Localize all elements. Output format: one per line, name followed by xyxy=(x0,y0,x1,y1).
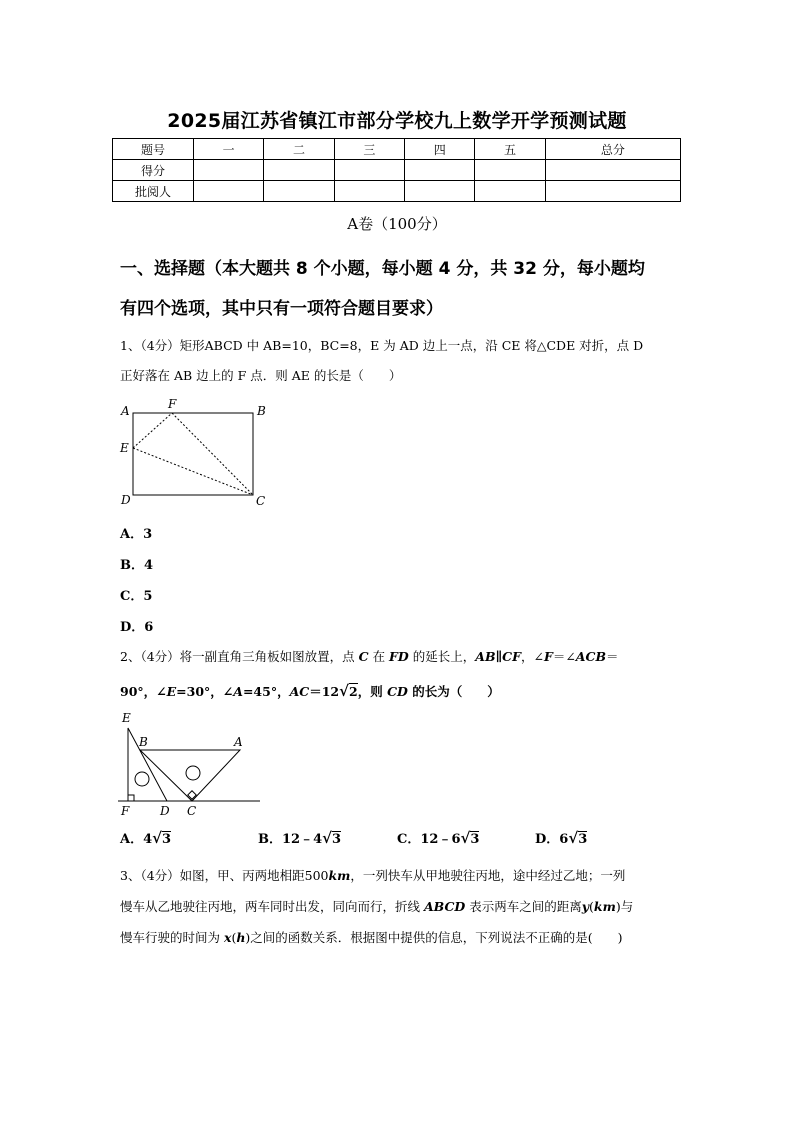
table-cell: 总分 xyxy=(545,139,680,160)
table-cell: 五 xyxy=(475,139,545,160)
table-cell xyxy=(264,160,334,181)
table-cell: 批阅人 xyxy=(113,181,194,202)
score-table xyxy=(112,138,681,202)
q2-option-a: A．4√3 xyxy=(120,829,172,847)
table-cell xyxy=(405,181,475,202)
triangle-hole-1 xyxy=(135,772,149,786)
table-cell: 二 xyxy=(264,139,334,160)
right-angle-f xyxy=(128,795,134,801)
label-e: E xyxy=(120,441,129,455)
q2-line1: 2、（4分）将一副直角三角板如图放置，点 C 在 FD 的延长上，AB∥CF，∠F＝∠ACB＝ xyxy=(120,649,619,664)
table-cell xyxy=(264,181,334,202)
segment-ef xyxy=(133,413,172,448)
label-f: F xyxy=(168,398,177,411)
label-b: B xyxy=(257,404,266,418)
label-d: D xyxy=(121,493,131,507)
table-row xyxy=(113,181,681,202)
table-cell xyxy=(194,181,264,202)
table-cell xyxy=(545,181,680,202)
label-b: B xyxy=(139,735,148,749)
q3-line2: 慢车从乙地驶往丙地，两车同时出发，同向而行，折线 ABCD 表示两车之间的距离y(km)与 xyxy=(120,899,634,914)
page-title: 2025届江苏省镇江市部分学校九上数学开学预测试题 xyxy=(167,110,627,132)
label-d: D xyxy=(160,804,170,818)
q1-option-b: B．4 xyxy=(120,558,154,573)
table-cell xyxy=(405,160,475,181)
q1-option-a: A．3 xyxy=(120,527,153,542)
table-cell xyxy=(475,181,545,202)
table-cell: 三 xyxy=(334,139,404,160)
q3-line1: 3、（4分）如图，甲、丙两地相距500km，一列快车从甲地驶往丙地，途中经过乙地；一列 xyxy=(120,868,626,883)
part1-heading-line1: 一、选择题（本大题共 8 个小题，每小题 4 分，共 32 分，每小题均 xyxy=(120,259,645,279)
q1-figure xyxy=(112,398,282,513)
table-cell xyxy=(334,181,404,202)
q1-option-d: D．6 xyxy=(120,620,154,635)
table-cell xyxy=(194,160,264,181)
q2-figure xyxy=(112,708,264,820)
label-e: E xyxy=(122,711,131,725)
label-a: A xyxy=(121,404,130,418)
table-row xyxy=(113,160,681,181)
q2-option-b: B．12﹣4√3 xyxy=(258,829,342,847)
rectangle-abcd xyxy=(133,413,253,495)
q2-line2: 90°，∠E=30°，∠A=45°，AC＝12√2，则 CD 的长为（ ） xyxy=(120,682,500,700)
q2-option-d: D．6√3 xyxy=(535,829,588,847)
segment-fc xyxy=(172,413,253,495)
table-cell xyxy=(545,160,680,181)
table-cell xyxy=(334,160,404,181)
table-cell: 一 xyxy=(194,139,264,160)
q1-line1: 1、（4分）矩形ABCD 中 AB=10，BC=8，E 为 AD 边上一点，沿 CE 将△CDE 对折，点 D xyxy=(120,338,644,353)
segment-ec xyxy=(133,448,253,495)
table-cell: 四 xyxy=(405,139,475,160)
table-row xyxy=(113,139,681,160)
table-cell: 题号 xyxy=(113,139,194,160)
table-cell xyxy=(475,160,545,181)
q3-line3: 慢车行驶的时间为 x(h)之间的函数关系．根据图中提供的信息，下列说法不正确的是( ) xyxy=(120,930,623,945)
q2-option-c: C．12﹣6√3 xyxy=(397,829,480,847)
q1-line2: 正好落在 AB 边上的 F 点．则 AE 的长是（ ） xyxy=(120,368,402,383)
label-a: A xyxy=(234,735,243,749)
triangle-hole-2 xyxy=(186,766,200,780)
table-cell: 得分 xyxy=(113,160,194,181)
label-f: F xyxy=(121,804,130,818)
q1-option-c: C．5 xyxy=(120,589,153,604)
section-a-title: A卷（100分） xyxy=(347,215,447,233)
part1-heading-line2: 有四个选项，其中只有一项符合题目要求） xyxy=(120,299,443,319)
label-c: C xyxy=(256,494,266,508)
label-c: C xyxy=(187,804,197,818)
